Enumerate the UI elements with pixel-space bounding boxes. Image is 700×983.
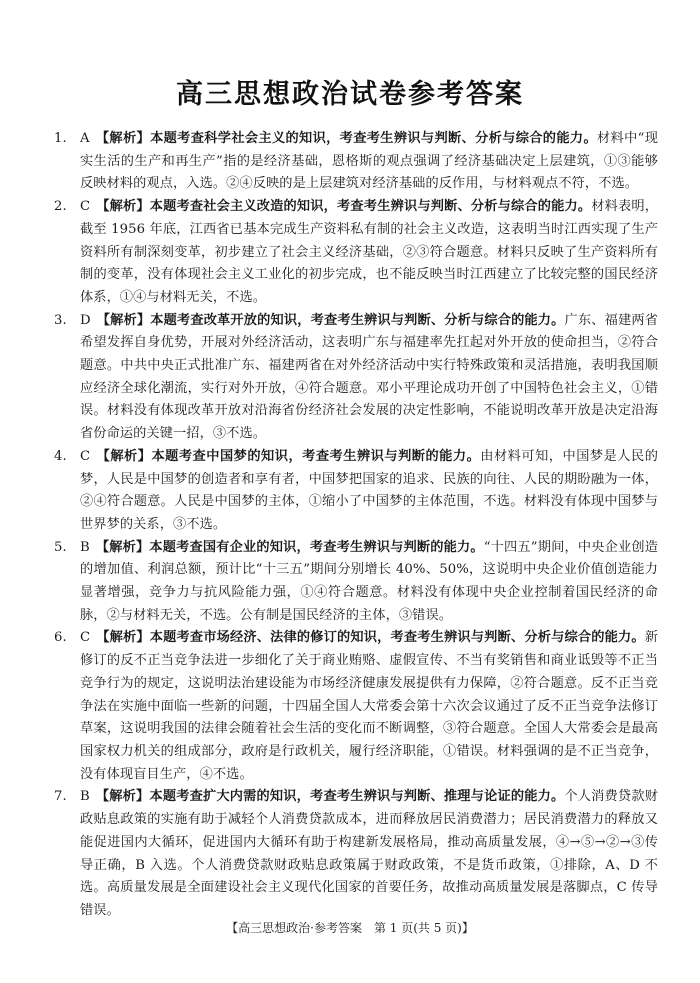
answer-list <box>54 128 659 923</box>
analysis-body: 材料表明，截至 1956 年底，江西省已基本完成生产资料私有制的社会主义改造，这表明当时江西实现了生产资料所有制深刻变革，初步建立了社会主义经济基础，②③符合题意。材料只反映了生产资料所有制的变革，没有体现社会主义工业化的初步完成，也不能反映当时江西建立了比较完整的国民经济体系，①④与材料无关，不选。 <box>80 199 658 305</box>
answer-item-1 <box>54 128 658 196</box>
answer-item-3 <box>54 310 659 446</box>
answer-choice: C <box>80 630 91 646</box>
analysis-body: “十四五”期间，中央企业创造的增加值、利润总额，预计比“十三五”期间分别增长 40%、50%，这说明中央企业价值创造能力显著增强，竞争力与抗风险能力强，①④符合题意。材料没有体现中央企业控制着国民经济的命脉，②与材料无关，不选。公有制是国民经济的主体，③错误。 <box>80 539 659 623</box>
answer-number: 1. <box>54 131 67 146</box>
analysis-tag: 【解析】 <box>96 448 152 464</box>
analysis-tag: 【解析】 <box>95 131 151 146</box>
analysis-heading: 本题考查社会主义改造的知识，考查考生辨识与判断、分析与综合的能力。 <box>149 199 592 215</box>
answer-item-5 <box>54 537 659 628</box>
answer-number: 2. <box>54 199 67 215</box>
analysis-heading: 本题考查国有企业的知识，考查考生辨识与判断的能力。 <box>149 539 484 555</box>
answer-choice: C <box>80 448 91 464</box>
page-title: 高三思想政治试卷参考答案 <box>176 79 524 110</box>
analysis-body: 广东、福建两省希望发挥自身优势，开展对外经济活动，这表明广东与福建率先扛起对外开放的使命担当，②符合题意。中共中央正式批准广东、福建两省在对外经济活动中实行特殊政策和灵活措施，表明我国顺应经济全球化潮流，实行对外开放，④符合题意。邓小平理论成功开创了中国特色社会主义，①错误。材料没有体现改革开放对沿海省份经济社会发展的决定性影响，不能说明改革开放是决定沿海省份命运的关键一招，③不选。 <box>80 312 659 442</box>
answer-choice: A <box>80 131 90 146</box>
answer-item-4 <box>54 446 658 537</box>
answer-choice: B <box>80 789 90 805</box>
answer-choice: B <box>80 539 90 555</box>
analysis-tag: 【解析】 <box>95 789 150 805</box>
answer-number: 7. <box>54 789 67 805</box>
answer-number: 4. <box>54 448 67 464</box>
answer-item-2 <box>54 196 658 310</box>
answer-item-7 <box>54 786 658 922</box>
analysis-tag: 【解析】 <box>96 312 151 328</box>
analysis-heading: 本题考查扩大内需的知识，考查考生辨识与判断、推理与论证的能力。 <box>149 789 565 805</box>
analysis-body: 由材料可知，中国梦是人民的梦，人民是中国梦的创造者和享有者，中国梦把国家的追求、民族的向往、人民的期盼融为一体，②④符合题意。人民是中国梦的主体，①缩小了中国梦的主体范围，不选。材料没有体现中国梦与世界梦的关系，③不选。 <box>80 448 658 532</box>
answer-choice: C <box>80 199 91 215</box>
answer-number: 3. <box>54 312 67 328</box>
analysis-body: 个人消费贷款财政贴息政策的实施有助于减轻个人消费贷款成本，进而释放居民消费潜力；居民消费潜力的释放又能促进国内大循环，促进国内大循环有助于构建新发展格局，推动高质量发展，④→⑤→②→③传导正确，B 入选。个人消费贷款财政贴息政策属于财政政策，不是货币政策，①排除，A、D 不选。高质量发展是全面建设社会主义现代化国家的首要任务，故推动高质量发展是落脚点，C 传导错误。 <box>80 789 658 918</box>
analysis-heading: 本题考查中国梦的知识，考查考生辨识与判断的能力。 <box>151 448 481 464</box>
answer-item-6 <box>54 627 658 786</box>
analysis-tag: 【解析】 <box>96 199 150 215</box>
page-footer: 【高三思想政治·参考答案 第 1 页(共 5 页)】 <box>226 921 474 935</box>
answer-number: 6. <box>54 630 67 646</box>
analysis-heading: 本题考查科学社会主义的知识，考查考生辨识与判断、分析与综合的能力。 <box>150 131 597 146</box>
answer-number: 5. <box>54 539 67 555</box>
analysis-tag: 【解析】 <box>95 539 150 555</box>
analysis-body: 材料中“现实生活的生产和再生产”指的是经济基础，恩格斯的观点强调了经济基础决定上层建筑，①③能够反映材料的观点，入选。②④反映的是上层建筑对经济基础的反作用，与材料观点不符，不选。 <box>80 131 658 192</box>
analysis-body: 新修订的反不正当竞争法进一步细化了关于商业贿赂、虚假宣传、不当有奖销售和商业诋毁等不正当竞争行为的规定，这说明法治建设能为市场经济健康发展提供有力保障，②符合题意。反不正当竞争法在实施中面临一些新的问题，十四届全国人大常委会第十六次会议通过了反不正当竞争法修订草案，这说明我国的法律会随着社会生活的变化而不断调整，③符合题意。全国人大常委会是最高国家权力机关的组成部分，政府是行政机关，履行经济职能，①错误。材料强调的是不正当竞争，没有体现盲目生产，④不选。 <box>80 630 658 782</box>
analysis-heading: 本题考查市场经济、法律的修订的知识，考查考生辨识与判断、分析与综合的能力。 <box>149 630 645 646</box>
answer-choice: D <box>80 312 91 328</box>
analysis-tag: 【解析】 <box>96 630 150 646</box>
analysis-heading: 本题考查改革开放的知识，考查考生辨识与判断、分析与综合的能力。 <box>150 312 565 328</box>
